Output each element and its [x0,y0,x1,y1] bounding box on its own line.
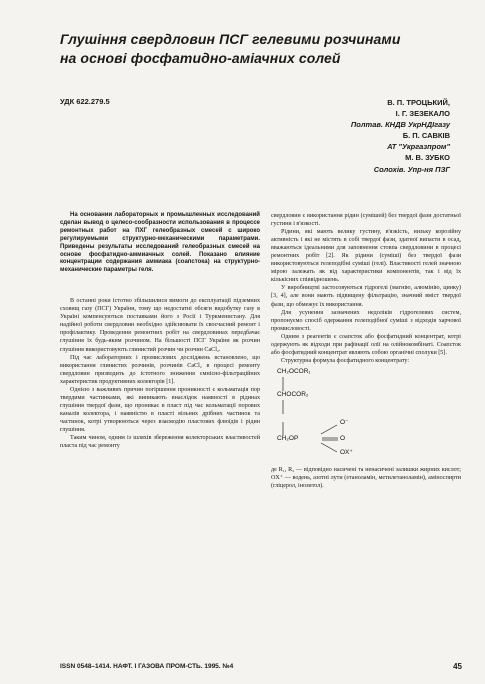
body-paragraph: Для усунення зазначених недоліків гідрогелевих систем, пропонуємо спосіб одержання гелеподібної суміші з відходів харчової промисловості. [271,309,461,332]
formula-line-2: CHOCOR₂ [277,390,309,398]
title-line-2: на основі фосфатидно-аміачних солей [60,50,341,66]
body-paragraph: свердловин є використання рідин (сумішей) без твердої фази достатньої густини і в'язкості. [271,213,461,228]
author-affiliation: Солохів. Упр-ня ПЗГ [373,164,450,174]
author-affiliation: АТ "Укргазпром" [387,142,450,152]
formula-o-bot: OX⁺ [340,448,353,456]
formula-o-mid: O [340,434,346,442]
body-paragraph: Таким чином, одним із шляхів збереження колекторських властивостей пласта під час ремонту [60,435,260,450]
author-name: В. П. ТРОЦЬКИЙ, [387,98,450,107]
formula-bonds [277,368,447,460]
article-title [60,30,480,68]
body-paragraph: Під час лабораторних і промислових досліджень встановлено, що використання глинистих розчинів, розчинів CaCl₂ в процесі ремонту свердловин призводить до істотного зниження ємнісно-фільтраційних характеристик продуктивних колекторів [1]. [60,354,260,385]
formula-line-3: CH₂OP [277,434,299,442]
right-column [271,212,461,490]
journal-issn: ISSN 0548–1414. НАФТ. І ГАЗОВА ПРОМ-СТЬ. 1995. №4 [60,663,234,670]
author-name: М. В. ЗУБКО [405,153,450,163]
formula-line-1: CH₂OCOR₁ [277,367,311,375]
udk-code: УДК 622.279.5 [60,97,110,106]
author-list [351,97,450,175]
body-paragraph: У виробництві застосовуються гідрогелі (магнію, алюмінію, цинку) [3, 4], але вони мають підвищену фільтрацію, значний вміст твердої фази, що обмежує їх використання. [271,285,461,308]
page-number: 45 [453,662,462,671]
structural-formula [277,368,461,460]
author-name: Б. П. САВКІВ [402,131,450,141]
author-affiliation: Полтав. КНДВ УкрНДІгазу [350,120,450,130]
left-column [60,212,260,450]
author-name: І. Г. ЗЕЗЕКАЛО [395,109,450,119]
body-paragraph: Структурна формула фосфатидного концентрату: [281,357,410,364]
body-paragraph: В останні роки істотно збільшилися вимоги до експлуатації підземних сховищ газу (ПСГ) України, тому що недостатні обсяги видобутку газу в Україні компенсуються поставками його з Росії і Туркменистану. Для надійної роботи свердловин необхідно здійснювати їх своєчасний ремонт і профілактику. Проведення ремонтних робіт на свердловинах передбачає глушіння їх будь-яким розчином. На більшості ПСГ України як розчин глушіння використовують глинистий розчин чи розчин CaCl₂. [60,298,260,353]
body-paragraph: Одним з реагентів є соапсток або фосфатидний концентрат, котрі одержують як відходи при рафінації олії на олійнокомбінаті. Соапсток або фосфатидний концентрат являють собою органічні сполуки [5]. [271,333,461,356]
abstract: На основании лабораторных и промышленных исследований сделан вывод о целесо-сообразности использования в процессе ремонтных работ на ПХГ гелеобразных смесей с широко регулируемыми структурно-механическими параметрами. Приведены результаты исследований гелеобразных смесей на основе фосфатидно-аммиачных солей. Показано влияние концентрации содержания аммиака (соапстока) на структурно-механические параметры геля. [60,212,260,274]
title-line-1: Глушіння свердловин ПСГ гелевими розчинами [60,31,401,47]
page-footer [60,663,462,670]
formula-legend: де R₁, R₂ — відповідно насичені та ненасичені залишки жирних кислот; OX⁺ — водень, азотні лути (етаноламін, метилетаноламін), аміноспирти (гліцерол, інозитол). [271,466,461,489]
body-paragraph: Рідини, які мають велику густину, в'язкість, низьку корозійну активність і які не містять в собі твердої фази, здатної випасти в осад, вважаються ідеальними для заповнення стовпа свердловини в процесі ремонтних робіт [2]. Як рідини (суміші) без твердої фази використовуються гелеподібні суміші (гелі). Властивості гелей значною мірою залежать як від характеристики компонентів, так і від їх кількісних співвідношень. [271,229,461,284]
body-paragraph: Однією з важливих причин погіршення проникності є кольматація пор твердими частинками, які виникають внаслідок наявності в рідинах глушіння твердої фази, що проникає в пласт під час кольматації порових каналів колектора, і наявністю в пласті вільних дрібних частинок та частинок, котрі утворюються через взаємодію пластових флюїдів і рідин глушіння. [60,386,260,433]
formula-o-top: O⁻ [340,418,349,426]
